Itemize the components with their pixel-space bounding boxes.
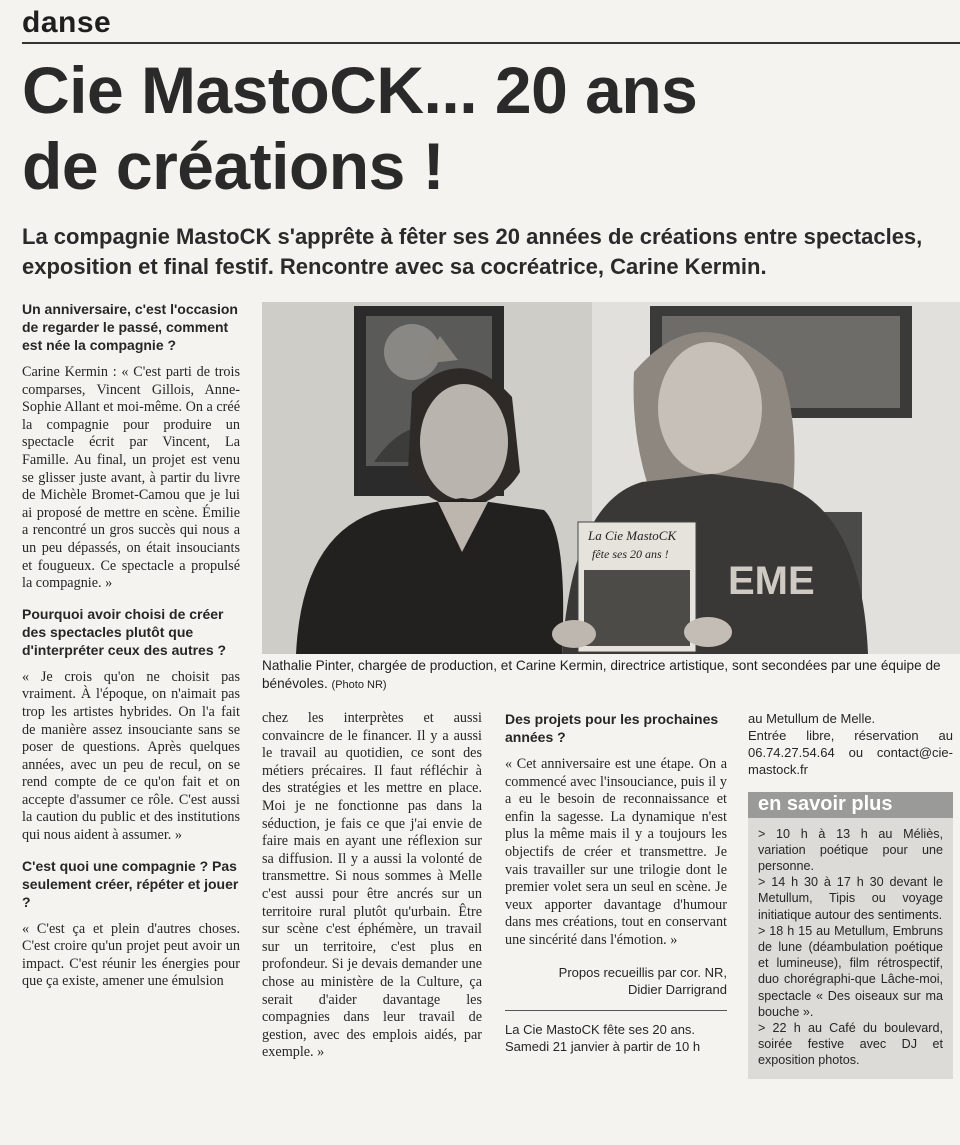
headline-line-1: Cie MastoCK... 20 ans <box>22 53 698 127</box>
en-savoir-plus-box <box>748 792 953 1079</box>
question-1: Un anniversaire, c'est l'occasion de regarder le passé, comment est née la compagnie ? <box>22 301 238 353</box>
info-rule <box>505 1010 727 1011</box>
answer-1: Carine Kermin : « C'est parti de trois comparses, Vincent Gillois, Anne-Sophie Allant et moi-même. On a créé la compagnie pour produire un spectacle écrit par Vincent, La Famille. Au final, un projet est venu se glisser juste avant, à partir du livre de Michèle Bromet-Camou que je lui ai proposé de mettre en scène. Émilie a rencontré un gros succès qui nous a un peu dépassés, on était insouciants et fougueux. Ce spectacle a propulsé la compagnie. » <box>22 364 240 592</box>
poster-text-2: fête ses 20 ans ! <box>592 547 669 561</box>
photo <box>262 302 960 654</box>
photo-illustration <box>262 302 960 654</box>
signature-line-2: Didier Darrigrand <box>628 981 727 997</box>
info-line-2: Samedi 21 janvier à partir de 10 h <box>505 1038 701 1054</box>
top-rule <box>22 42 960 44</box>
headline <box>22 52 942 204</box>
question-4: Des projets pour les prochaines années ? <box>505 711 719 745</box>
column-4 <box>748 710 953 1079</box>
headline-line-2: de créations ! <box>22 129 445 203</box>
signature <box>505 964 727 998</box>
section-tag: danse <box>22 6 112 39</box>
signature-line-1: Propos recueillis par cor. NR, <box>558 964 727 980</box>
column-1 <box>22 300 240 997</box>
answer-3-start: « C'est ça et plein d'autres choses. C'est croire qu'un projet peut avoir un impact. C'est réunir les énergies pour que ça existe, amener une émulsion <box>22 920 240 990</box>
savoir-item: > 22 h au Café du boulevard, soirée festive avec DJ et exposition photos. <box>758 1021 943 1068</box>
savoir-item: > 14 h 30 à 17 h 30 devant le Metullum, Tipis ou voyage initiatique autour des sentiments. <box>758 875 943 922</box>
info-entry: Entrée libre, réservation au 06.74.27.54.64 ou contact@cie-mastock.fr <box>748 728 953 777</box>
en-savoir-plus-title: en savoir plus <box>748 792 953 818</box>
answer-2: « Je crois qu'on ne choisit pas vraiment. À l'époque, on n'aimait pas trop les artistes hybrides. On l'a fait de manière assez insouciante sans se poser de questions. Après quelques années, avec un peu de recul, on se rend compte de ce qu'on fait et on accepte d'assumer ce rôle. C'est aussi la caution du public et des institutions qui nous aident à assumer. » <box>22 668 240 844</box>
column-2 <box>262 710 482 1068</box>
question-2: Pourquoi avoir choisi de créer des spectacles plutôt que d'interpréter ceux des autres ? <box>22 605 227 658</box>
info-continued: au Metullum de Melle. <box>748 711 876 726</box>
caption-text: Nathalie Pinter, chargée de production, et Carine Kermin, directrice artistique, sont secondées par une équipe de bénévoles. <box>262 658 941 691</box>
savoir-item: > 10 h à 13 h au Méliès, variation poétique pour une personne. <box>758 826 943 873</box>
question-3: C'est quoi une compagnie ? Pas seulement créer, répéter et jouer ? <box>22 857 239 910</box>
subhead: La compagnie MastoCK s'apprête à fêter ses 20 années de créations entre spectacles, exposition et final festif. Rencontre avec sa cocréatrice, Carine Kermin. <box>22 224 923 279</box>
answer-4: « Cet anniversaire est une étape. On a commencé avec l'insouciance, puis il y a eu le besoin de reconnaissance et enfin la sagesse. La dynamique n'est plus la même mais il y a toujours les objectifs de créer et transmettre. Je vais travailler sur une trilogie dont le premier volet sera un seul en scène. Je veux apporter davantage d'humour dans mes créations, tout en conservant une sincérité dans l'émotion. » <box>505 756 727 948</box>
photo-caption <box>262 657 952 694</box>
answer-3-cont: chez les interprètes et aussi convaincre de le financer. Il y a aussi le travail au quotidien, ce sont des métiers précaires. Il faut réfléchir à des stratégies et les mettre en place. Moi je ne fonctionne pas dans la séduction, je fais ce que j'ai envie de faire mais en ayant une réflexion sur sa diffusion. Il y a aussi la volonté de transmettre. Si nous sommes à Melle c'est aussi pour être ancrés sur un territoire rural plutôt qu'urbain. Être sur scène c'est éphémère, un travail sur un territoire, c'est plus en profondeur. Si je devais demander une chose au ministère de la Culture, ça serait d'aider davantage les compagnies dans leur travail de gestion, avec des emplois aidés, par exemple. » <box>262 710 482 1061</box>
poster-text-1: La Cie MastoCK <box>588 528 677 543</box>
info-box <box>505 1021 727 1055</box>
shirt-text: EME <box>728 559 815 603</box>
column-3 <box>505 710 727 1055</box>
info-line-1: La Cie MastoCK fête ses 20 ans. <box>505 1021 696 1037</box>
caption-credit: (Photo NR) <box>331 679 387 691</box>
savoir-item: > 18 h 15 au Metullum, Embruns de lune (déambulation poétique et lumineuse), film rétrospectif, duo chorégraphi-que Lâche-moi, spectacle « Des oiseaux sur ma bouche ». <box>758 923 943 1019</box>
